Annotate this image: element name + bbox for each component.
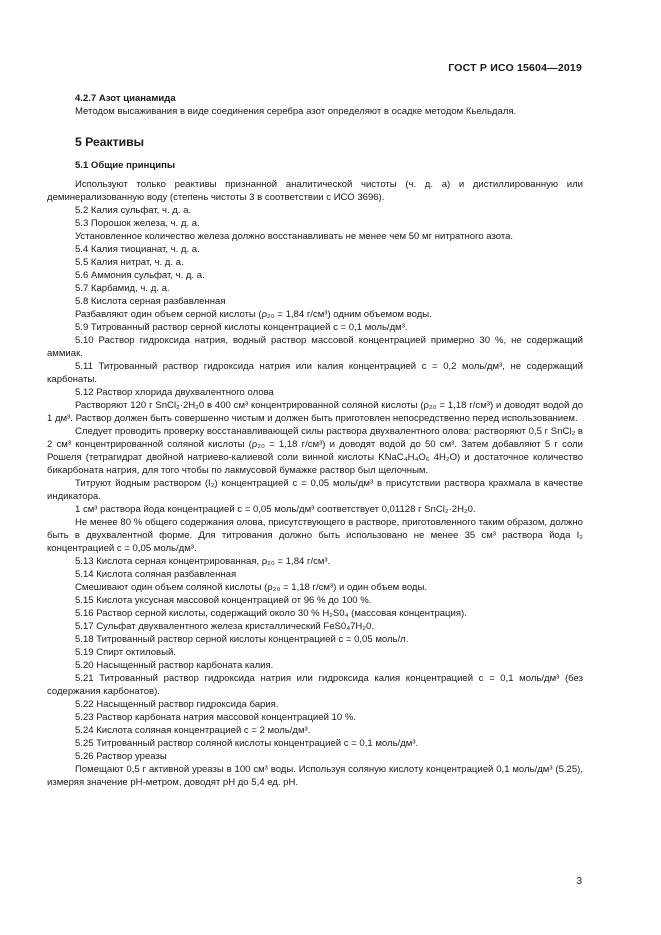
- paragraph: 5.24 Кислота соляная концентрацией c = 2 моль/дм³.: [75, 725, 311, 736]
- paragraph: 5.13 Кислота серная концентрированная, ρ₂₀ = 1,84 г/см³.: [75, 556, 331, 567]
- paragraph: 5.23 Раствор карбоната натрия массовой концентрацией 10 %.: [75, 712, 356, 723]
- paragraph: Растворяют 120 г SnCl₂·2H₂0 в 400 см³ концентрированной соляной кислоты (ρ₂₀ = 1,18 г/см³) и доводят водой до 1 дм³. Раствор должен быть совершенно чистым и должен быть приготовлен непосредственно перед использованием.: [47, 400, 583, 424]
- paragraph: 5.16 Раствор серной кислоты, содержащий около 30 % H₂S0₄ (массовая концентрация).: [75, 608, 467, 619]
- paragraph: 5.12 Раствор хлорида двухвалентного олова: [75, 387, 274, 398]
- page-number: 3: [576, 876, 582, 887]
- paragraph: 5.14 Кислота соляная разбавленная: [75, 569, 237, 580]
- paragraph: Разбавляют один объем серной кислоты (ρ₂₀ = 1,84 г/см³) одним объемом воды.: [75, 309, 432, 320]
- section-4-2-7-text: Методом высаживания в виде соединения серебра азот определяют в осадке методом Кьельдаля.: [75, 106, 517, 117]
- paragraph: 5.7 Карбамид, ч. д. а.: [75, 283, 170, 294]
- paragraph: Следует проводить проверку восстанавливающей силы раствора двухвалентного олова: растворяют 0,5 г SnCl₂ в 2 см³ концентрированной соляной кислоты (ρ₂₀ = 1,18 г/см³) и доводят водой до 50 см³. Затем добавляют 5 г соли Рошеля (тетрагидрат двойной натриево-калиевой соли винной кислоты KNaC₄H₄O₆ 4H₂O) и достаточное количество бикарбоната натрия, для того чтобы по лакмусовой бумажке раствор был щелочным.: [47, 426, 583, 476]
- paragraph: Смешивают один объем соляной кислоты (ρ₂₀ = 1,18 г/см³) и один объем воды.: [75, 582, 428, 593]
- document-body: [47, 92, 583, 789]
- paragraph: 5.2 Калия сульфат, ч. д. а.: [75, 205, 192, 216]
- paragraph: 5.19 Спирт октиловый.: [75, 647, 176, 658]
- paragraph: Не менее 80 % общего содержания олова, присутствующего в растворе, приготовленного таким образом, должно быть в двухвалентной форме. Для титрования должно быть использовано не менее 35 см³ раствора йода I₂ концентрацией c = 0,05 моль/дм³.: [47, 517, 583, 554]
- paragraph: 5.20 Насыщенный раствор карбоната калия.: [75, 660, 274, 671]
- paragraph: 5.17 Сульфат двухвалентного железа кристаллический FeS0₄7H₂0.: [75, 621, 374, 632]
- paragraph: 5.3 Порошок железа, ч. д. а.: [75, 218, 200, 229]
- section-4-2-7-title: 4.2.7 Азот цианамида: [75, 93, 176, 104]
- paragraph: 5.5 Калия нитрат, ч. д. а.: [75, 257, 184, 268]
- paragraph: 5.8 Кислота серная разбавленная: [75, 296, 226, 307]
- paragraph: 5.6 Аммония сульфат, ч. д. а.: [75, 270, 205, 281]
- paragraph: 5.4 Калия тиоцианат, ч. д. а.: [75, 244, 200, 255]
- paragraph: 5.11 Титрованный раствор гидроксида натрия или калия концентрацией c = 0,2 моль/дм³, не содержащий карбонаты.: [47, 361, 583, 385]
- paragraph: 1 см³ раствора йода концентрацией c = 0,05 моль/дм³ соответствует 0,01128 г SnCl₂·2H₂0.: [75, 504, 476, 515]
- paragraph: 5.21 Титрованный раствор гидроксида натрия или гидроксида калия концентрацией c = 0,1 моль/дм³ (без содержания карбонатов).: [47, 673, 583, 697]
- section-5-title: 5 Реактивы: [75, 135, 145, 149]
- paragraph: 5.18 Титрованный раствор серной кислоты концентрацией c = 0,05 моль/л.: [75, 634, 409, 645]
- paragraph: 5.22 Насыщенный раствор гидроксида бария.: [75, 699, 279, 710]
- paragraph: 5.15 Кислота уксусная массовой концентрацией от 96 % до 100 %.: [75, 595, 372, 606]
- paragraph: Используют только реактивы признанной аналитической чистоты (ч. д. а) и дистиллированную или деминерализованную воду (степень чистоты 3 в соответствии с ИСО 3696).: [47, 179, 583, 203]
- paragraph: Титруют йодным раствором (I₂) концентрацией c = 0,05 моль/дм³ в присутствии раствора крахмала в качестве индикатора.: [47, 478, 583, 502]
- standard-header: ГОСТ Р ИСО 15604—2019: [448, 62, 582, 74]
- paragraph: 5.10 Раствор гидроксида натрия, водный раствор массовой концентрацией примерно 30 %, не содержащий аммиак.: [47, 335, 583, 359]
- paragraph: 5.26 Раствор уреазы: [75, 751, 167, 762]
- paragraph: 5.9 Титрованный раствор серной кислоты концентрацией c = 0,1 моль/дм³.: [75, 322, 408, 333]
- paragraph: 5.25 Титрованный раствор соляной кислоты концентрацией c = 0,1 моль/дм³.: [75, 738, 419, 749]
- section-5-1-title: 5.1 Общие принципы: [75, 160, 176, 171]
- paragraph: Помещают 0,5 г активной уреазы в 100 см³ воды. Используя соляную кислоту концентрацией 0,1 моль/дм³ (5.25), измеряя значение pH-метром, доводят pH до 5,4 ед. pH.: [47, 764, 583, 788]
- section-5-paragraphs: [47, 178, 583, 789]
- paragraph: Установленное количество железа должно восстанавливать не менее чем 50 мг нитратного азота.: [75, 231, 514, 242]
